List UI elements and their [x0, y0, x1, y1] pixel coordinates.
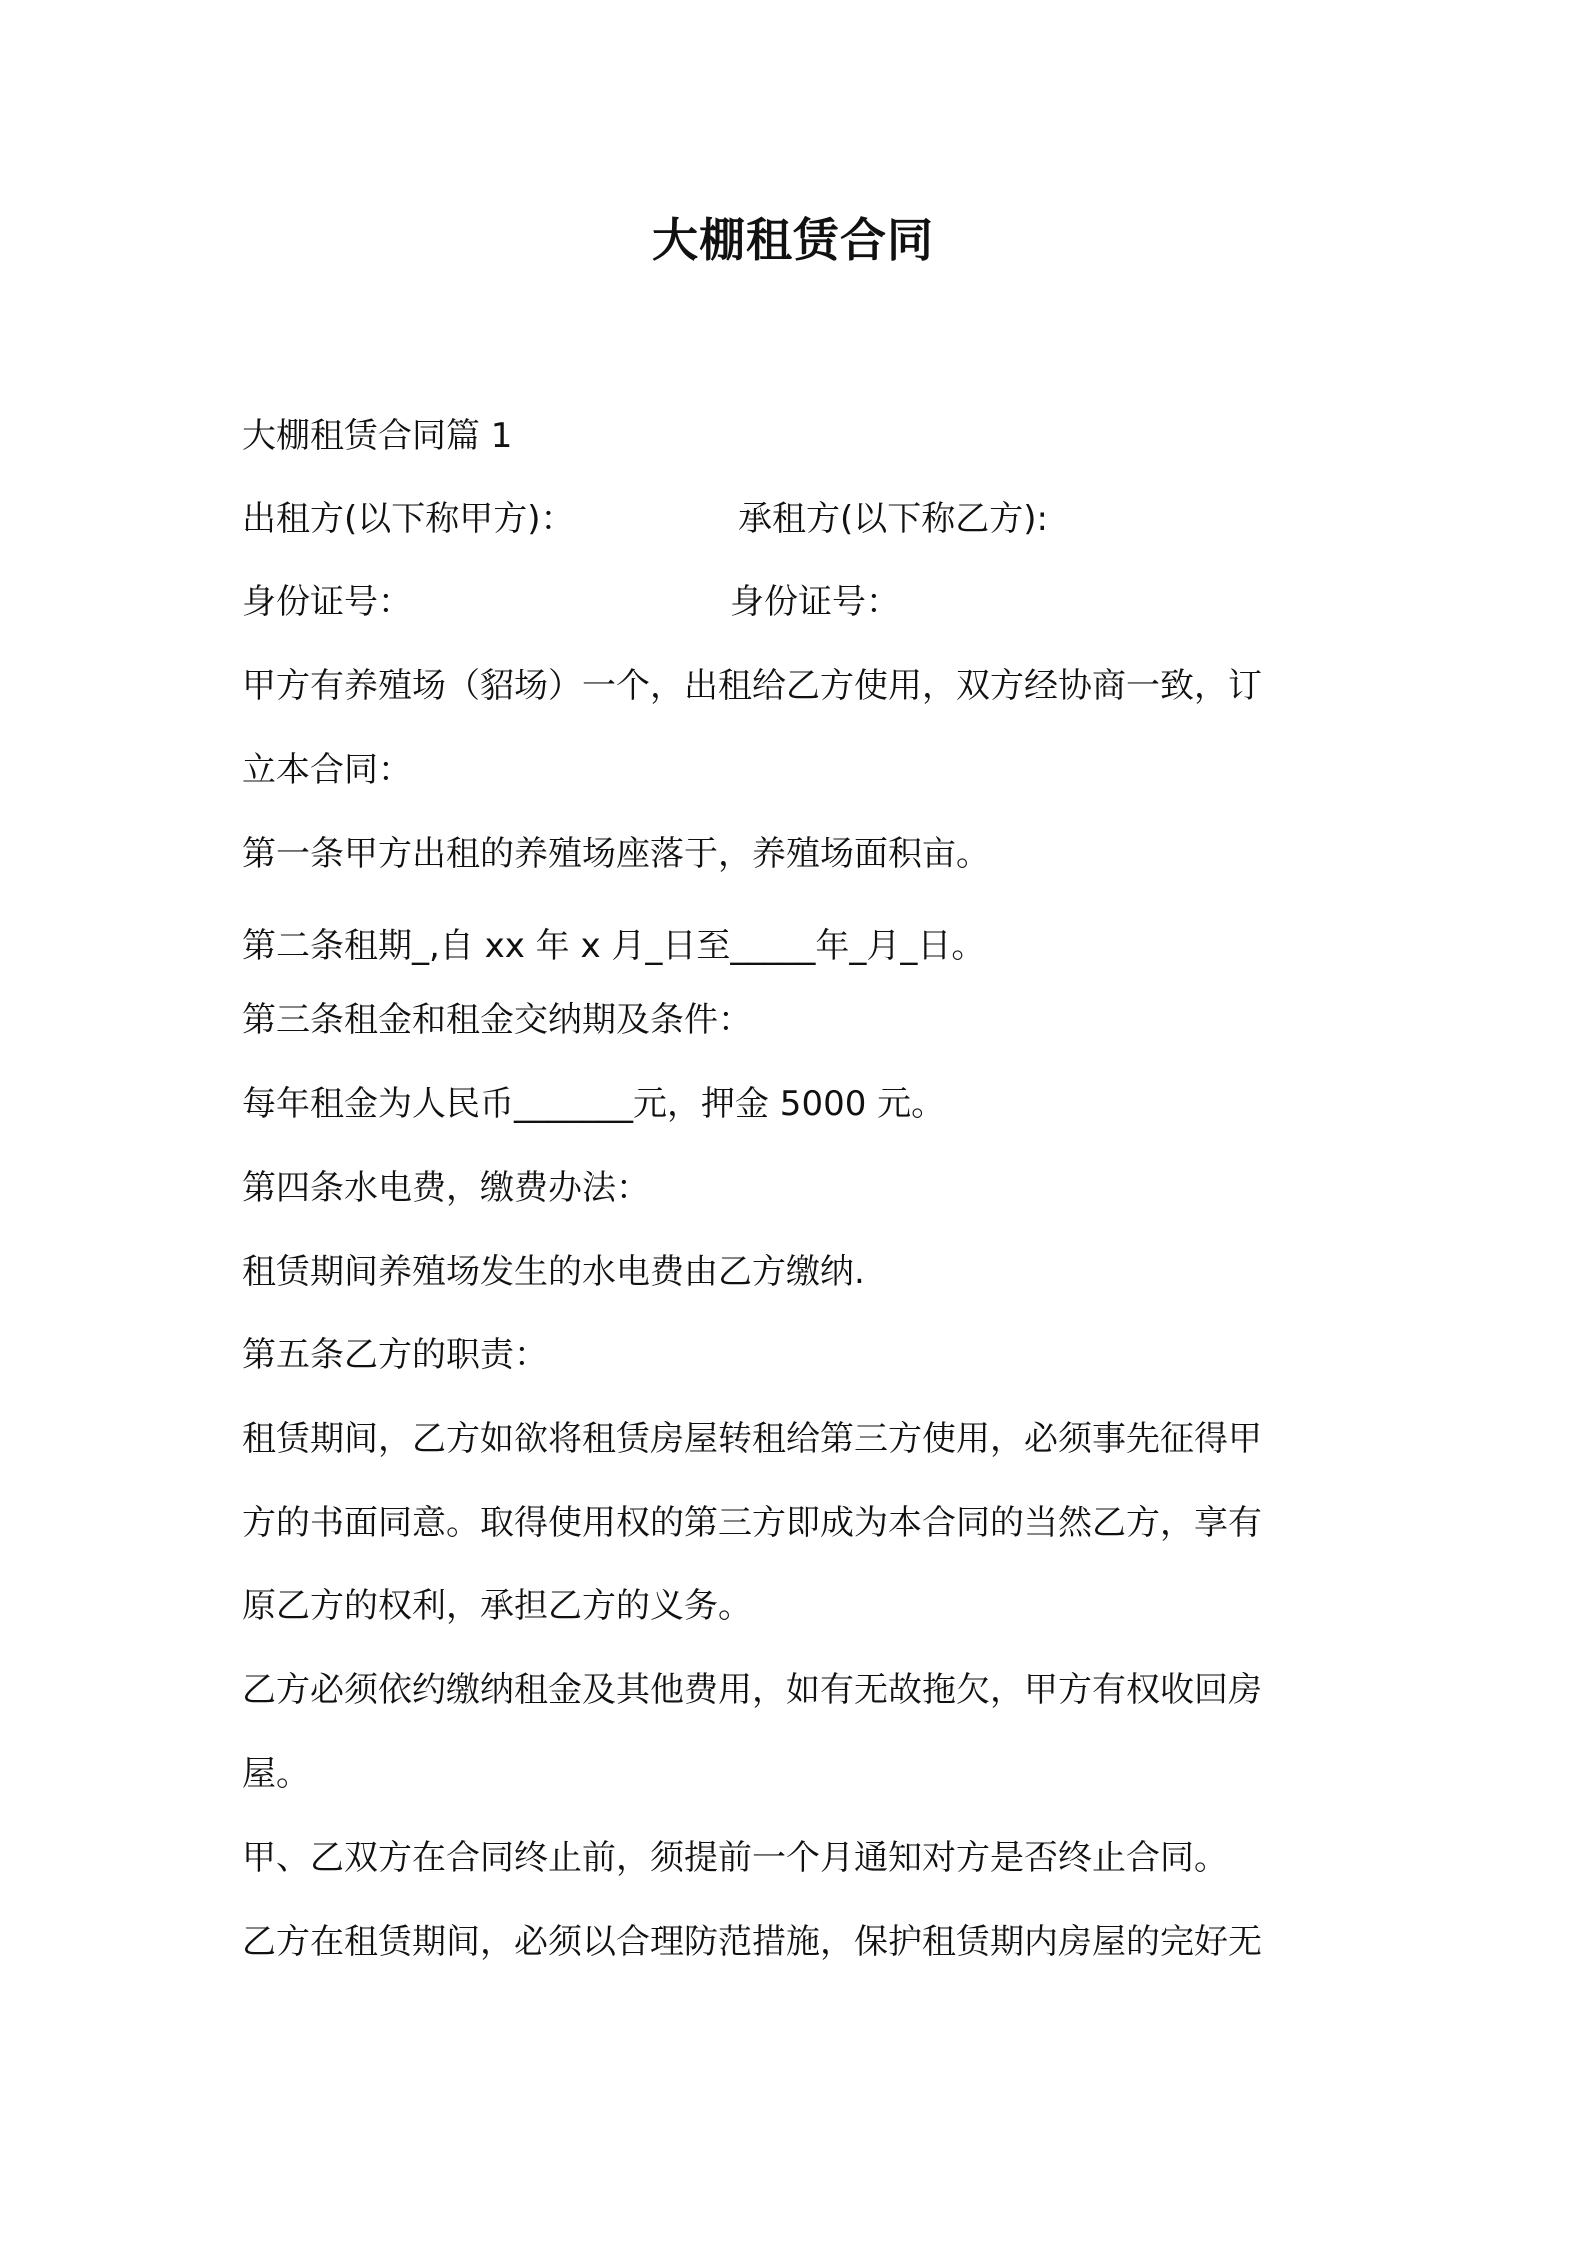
lessee-label: 承租方(以下称乙方): — [738, 499, 1048, 539]
paragraph-line: 第五条乙方的职责： — [242, 1335, 548, 1375]
paragraph-line: 乙方必须依约缴纳租金及其他费用，如有无故拖欠，甲方有权收回房 — [242, 1670, 1262, 1710]
paragraph-line: 方的书面同意。取得使用权的第三方即成为本合同的当然乙方，享有 — [242, 1503, 1262, 1543]
paragraph-line: 租赁期间，乙方如欲将租赁房屋转租给第三方使用，必须事先征得甲 — [242, 1419, 1262, 1459]
lessor-id-label: 身份证号： — [242, 582, 412, 622]
paragraph-line: 甲、乙双方在合同终止前，须提前一个月通知对方是否终止合同。 — [242, 1838, 1228, 1878]
paragraph-line: 原乙方的权利，承担乙方的义务。 — [242, 1586, 752, 1626]
paragraph-line: 租赁期间养殖场发生的水电费由乙方缴纳. — [242, 1252, 865, 1292]
paragraph-line: 屋。 — [242, 1754, 310, 1794]
paragraph-line: 甲方有养殖场（貂场）一个，出租给乙方使用，双方经协商一致，订 — [242, 666, 1262, 706]
paragraph-line: 乙方在租赁期间，必须以合理防范措施，保护租赁期内房屋的完好无 — [242, 1922, 1262, 1962]
document-title: 大棚租赁合同 — [652, 213, 934, 267]
id-row — [242, 578, 900, 626]
party-row — [242, 495, 1048, 543]
paragraph-line: 第一条甲方出租的养殖场座落于，养殖场面积亩。 — [242, 834, 990, 874]
section-heading: 大棚租赁合同篇 1 — [242, 416, 513, 456]
paragraph-line: 第二条租期_,自 xx 年 x 月_日至_____年_月_日。 — [242, 926, 986, 966]
paragraph-line: 每年租金为人民币_______元，押金 5000 元。 — [242, 1084, 946, 1124]
paragraph-line: 第四条水电费，缴费办法： — [242, 1168, 650, 1208]
paragraph-line: 立本合同： — [242, 750, 412, 790]
lessee-id-label: 身份证号： — [730, 582, 900, 622]
lessor-label: 出租方(以下称甲方)： — [242, 499, 575, 539]
paragraph-line: 第三条租金和租金交纳期及条件： — [242, 1000, 752, 1040]
